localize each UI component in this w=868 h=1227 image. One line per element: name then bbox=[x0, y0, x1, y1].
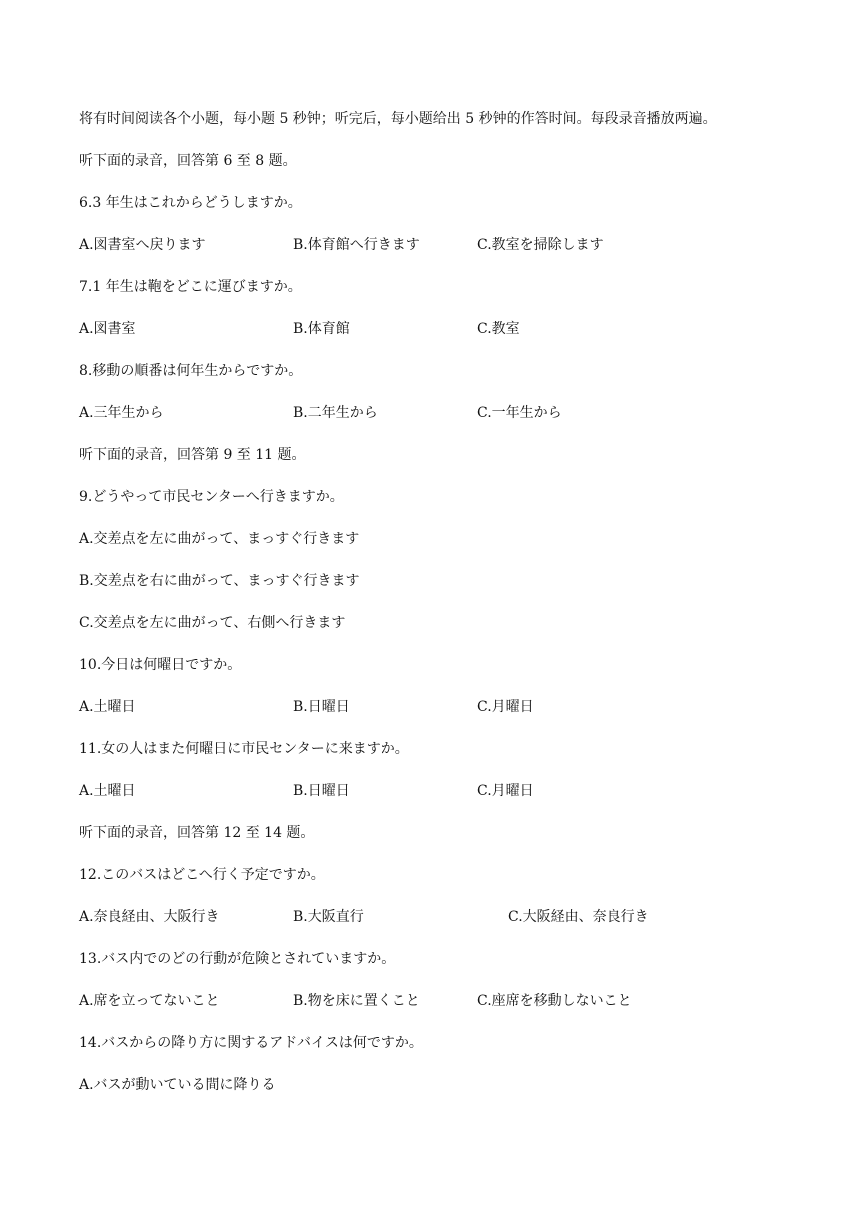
q10-option-a: A.土曜日 bbox=[79, 699, 136, 715]
q10-option-b: B.日曜日 bbox=[293, 699, 350, 715]
question-8: 8.移動の順番は何年生からですか。 bbox=[79, 363, 303, 379]
q13-option-a: A.席を立ってないこと bbox=[79, 993, 220, 1009]
q8-option-c: C.一年生から bbox=[477, 405, 562, 421]
q12-option-b: B.大阪直行 bbox=[293, 909, 364, 925]
section-heading-6-8: 听下面的录音，回答第 6 至 8 题。 bbox=[79, 153, 297, 169]
question-12: 12.このバスはどこへ行く予定ですか。 bbox=[79, 867, 325, 883]
q12-option-c: C.大阪経由、奈良行き bbox=[508, 909, 649, 925]
question-10: 10.今日は何曜日ですか。 bbox=[79, 657, 242, 673]
instructions-text: 将有时间阅读各个小题，每小题 5 秒钟；听完后，每小题给出 5 秒钟的作答时间。每段录音播放两遍。 bbox=[79, 111, 717, 127]
question-7: 7.1 年生は鞄をどこに運びますか。 bbox=[79, 279, 302, 295]
q14-option-a: A.バスが動いている間に降りる bbox=[79, 1077, 276, 1093]
question-13: 13.バス内でのどの行動が危険とされていますか。 bbox=[79, 951, 396, 967]
q13-option-b: B.物を床に置くこと bbox=[293, 993, 420, 1009]
q6-option-c: C.教室を掃除します bbox=[477, 237, 604, 253]
q7-option-b: B.体育館 bbox=[293, 321, 350, 337]
q11-option-c: C.月曜日 bbox=[477, 783, 534, 799]
q8-option-a: A.三年生から bbox=[79, 405, 164, 421]
q8-option-b: B.二年生から bbox=[293, 405, 378, 421]
q10-option-c: C.月曜日 bbox=[477, 699, 534, 715]
question-11: 11.女の人はまた何曜日に市民センターに来ますか。 bbox=[79, 741, 409, 757]
q12-option-a: A.奈良経由、大阪行き bbox=[79, 909, 220, 925]
q6-option-b: B.体育館へ行きます bbox=[293, 237, 420, 253]
q9-option-c: C.交差点を左に曲がって、右側へ行きます bbox=[79, 615, 346, 631]
q11-option-b: B.日曜日 bbox=[293, 783, 350, 799]
q7-option-c: C.教室 bbox=[477, 321, 520, 337]
section-heading-12-14: 听下面的录音，回答第 12 至 14 题。 bbox=[79, 825, 315, 841]
q9-option-b: B.交差点を右に曲がって、まっすぐ行きます bbox=[79, 573, 360, 589]
q9-option-a: A.交差点を左に曲がって、まっすぐ行きます bbox=[79, 531, 360, 547]
q6-option-a: A.図書室へ戻ります bbox=[79, 237, 206, 253]
section-heading-9-11: 听下面的录音，回答第 9 至 11 题。 bbox=[79, 447, 306, 463]
question-14: 14.バスからの降り方に関するアドバイスは何ですか。 bbox=[79, 1035, 423, 1051]
q7-option-a: A.図書室 bbox=[79, 321, 136, 337]
question-9: 9.どうやって市民センターへ行きますか。 bbox=[79, 489, 344, 505]
question-6: 6.3 年生はこれからどうしますか。 bbox=[79, 195, 302, 211]
q13-option-c: C.座席を移動しないこと bbox=[477, 993, 632, 1009]
q11-option-a: A.土曜日 bbox=[79, 783, 136, 799]
